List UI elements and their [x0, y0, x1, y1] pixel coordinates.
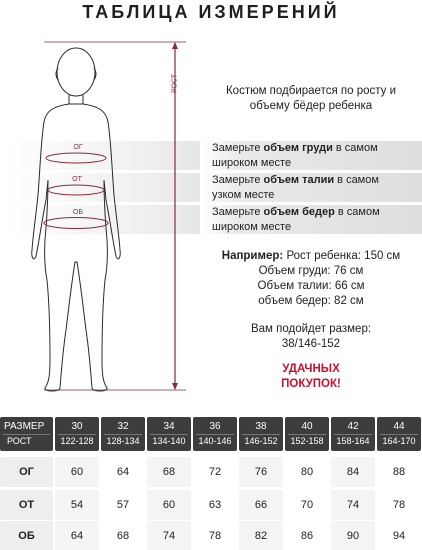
- height-range: 158-164: [334, 434, 372, 448]
- example-block: [200, 249, 422, 309]
- table-cell: 64: [116, 466, 130, 478]
- result-block: [200, 322, 422, 352]
- child-figure: [0, 30, 200, 400]
- header-size-col: [193, 417, 237, 451]
- table-cell: 60: [147, 490, 191, 520]
- table-cell: 57: [116, 499, 130, 511]
- size-value: 30: [71, 421, 83, 432]
- height-range: 122-128: [58, 434, 96, 448]
- intro-text: [200, 84, 422, 114]
- hips-instruction-pre: Замерьте: [212, 206, 264, 218]
- table-cell: 64: [55, 521, 99, 550]
- table-cell: 94: [392, 530, 406, 542]
- table-cell: 68: [116, 530, 130, 542]
- waist-instruction-line2: узком месте: [212, 189, 275, 201]
- table-cell: 74: [331, 490, 375, 520]
- hips-instruction-bold: объем бедер: [263, 206, 335, 218]
- height-range: 164-170: [380, 434, 418, 448]
- table-cell: 68: [147, 457, 191, 487]
- row-label: ОГ: [0, 457, 53, 487]
- waist-instruction-post: в самом: [334, 174, 379, 186]
- hips-label: ОБ: [72, 209, 84, 216]
- table-cell: 63: [208, 499, 222, 511]
- table-cell: 78: [208, 530, 222, 542]
- size-value: 40: [301, 421, 313, 432]
- table-cell: 74: [147, 521, 191, 550]
- header-size-col: [377, 417, 421, 451]
- size-value: 32: [117, 421, 129, 432]
- header-size-col: [55, 417, 99, 451]
- header-size-col: [285, 417, 329, 451]
- size-value: 42: [347, 421, 359, 432]
- height-range: 146-152: [242, 434, 280, 448]
- size-value: 38: [255, 421, 267, 432]
- chest-instruction-bold: объем груди: [263, 142, 333, 154]
- header-height-label: РОСТ: [3, 434, 50, 448]
- waist-instruction-pre: Замерьте: [212, 174, 264, 186]
- table-cell: 80: [300, 466, 314, 478]
- table-cell: 84: [331, 457, 375, 487]
- table-cell: 90: [331, 521, 375, 550]
- table-row: [0, 521, 422, 550]
- result-line-1: Вам подойдет размер:: [250, 323, 372, 335]
- table-cell: 54: [55, 490, 99, 520]
- chest-instruction-post: в самом: [332, 142, 378, 154]
- example-chest: Объем груди: 76 см: [258, 265, 364, 277]
- waist-label: ОТ: [72, 176, 82, 183]
- table-cell: 76: [239, 457, 283, 487]
- table-cell: 72: [208, 466, 222, 478]
- waist-instruction: [212, 173, 418, 203]
- example-heading: Например:: [221, 250, 284, 262]
- height-range: 152-158: [288, 434, 326, 448]
- wish-block: [200, 362, 422, 392]
- header-size-col: [101, 417, 145, 451]
- size-value: 34: [163, 421, 175, 432]
- chest-instruction-pre: Замерьте: [212, 142, 264, 154]
- size-value: 44: [393, 421, 405, 432]
- hips-instruction: [212, 205, 418, 235]
- row-label: ОБ: [0, 521, 53, 550]
- height-range: 128-134: [104, 434, 142, 448]
- example-waist: Объем талии: 66 см: [257, 280, 365, 292]
- example-hips: объем бедер: 82 см: [258, 295, 364, 307]
- chest-instruction-line2: широком месте: [212, 157, 292, 169]
- table-cell: 60: [55, 457, 99, 487]
- wish-line-1: УДАЧНЫХ: [282, 363, 340, 375]
- waist-instruction-bold: объем талии: [263, 174, 335, 186]
- table-cell: 86: [300, 530, 314, 542]
- height-label: РОСТ: [171, 73, 179, 94]
- table-cell: 70: [300, 499, 314, 511]
- result-size: 38/146-152: [281, 338, 341, 350]
- table-cell: 78: [392, 499, 406, 511]
- header-size-col: [239, 417, 283, 451]
- header-size-label: РАЗМЕР: [4, 421, 45, 432]
- chest-instruction: [212, 141, 418, 171]
- size-table-header: [0, 417, 422, 451]
- table-row: [0, 457, 422, 487]
- size-value: 36: [209, 421, 221, 432]
- height-range: 140-146: [196, 434, 234, 448]
- wish-line-2: ПОКУПОК!: [281, 378, 341, 390]
- page-title: ТАБЛИЦА ИЗМЕРЕНИЙ: [82, 2, 340, 22]
- table-row: [0, 490, 422, 520]
- header-size-col: [147, 417, 191, 451]
- row-label: ОТ: [0, 490, 53, 520]
- example-height: Рост ребенка: 150 см: [283, 250, 401, 262]
- intro-line-2: объему бёдер ребенка: [249, 100, 373, 112]
- table-cell: 88: [392, 466, 406, 478]
- height-range: 134-140: [150, 434, 188, 448]
- hips-instruction-line2: широком месте: [212, 221, 292, 233]
- chest-label: ОГ: [73, 144, 83, 151]
- table-cell: 66: [239, 490, 283, 520]
- intro-line-1: Костюм подбирается по росту и: [225, 85, 397, 97]
- child-silhouette-icon: [0, 30, 200, 400]
- hips-instruction-post: в самом: [334, 206, 380, 218]
- header-size-col: [331, 417, 375, 451]
- table-cell: 82: [239, 521, 283, 550]
- header-first-cell: [0, 417, 53, 451]
